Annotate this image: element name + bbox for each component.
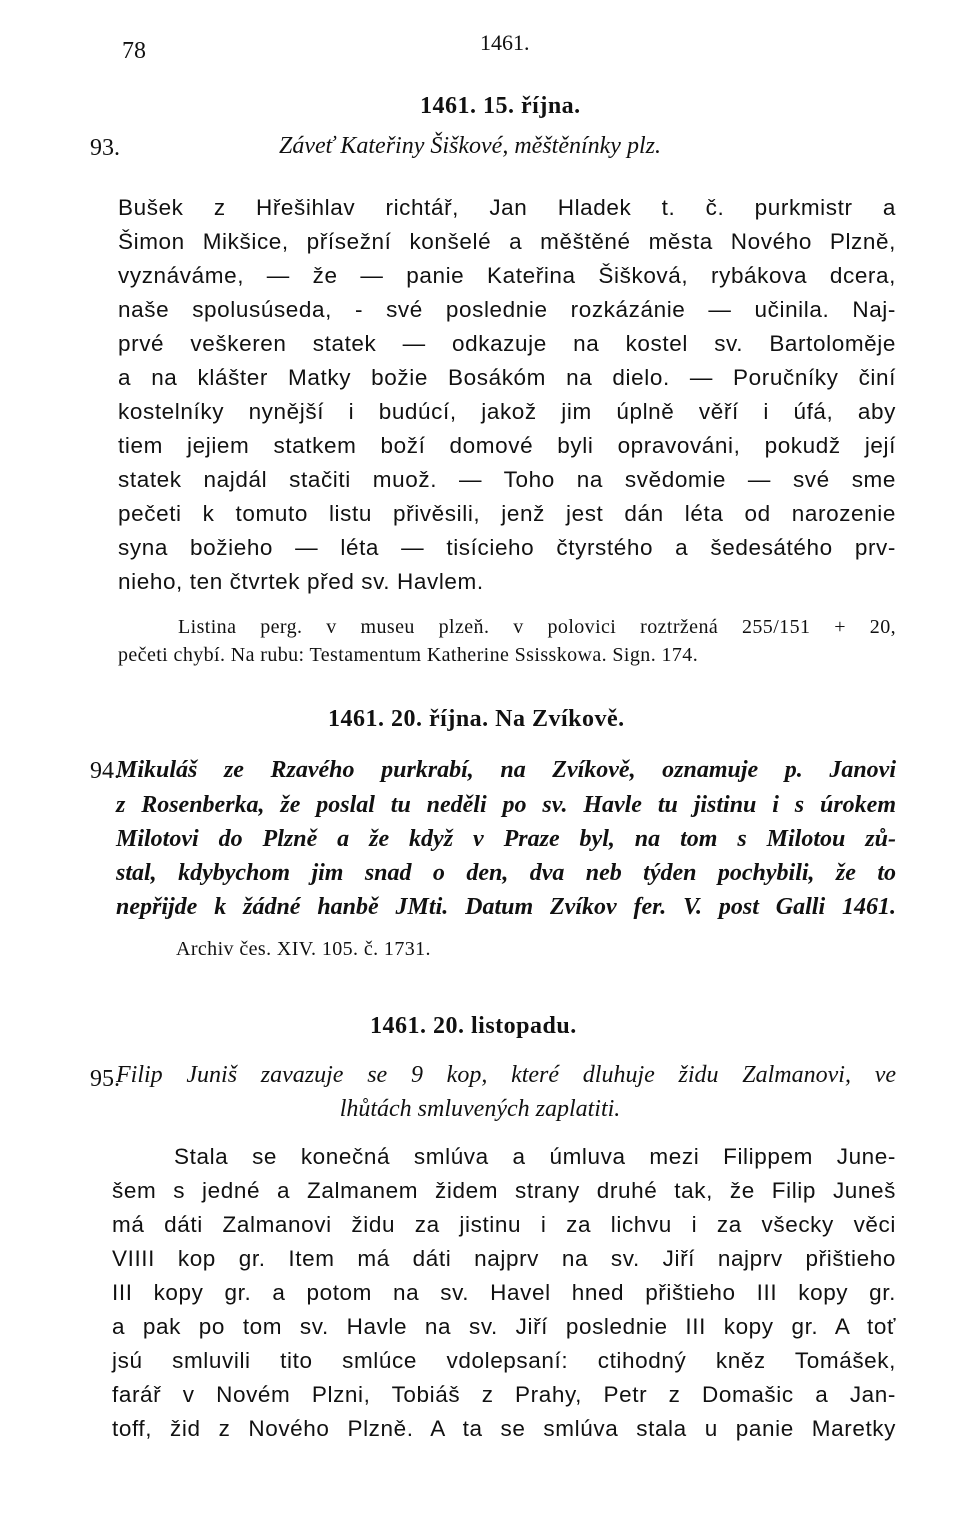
text-line: naše spolusúseda, - své poslednie rozkázánie — učinila. Naj- (118, 297, 896, 322)
running-head: 1461. (480, 30, 530, 55)
page-number: 78 (122, 38, 146, 64)
regest-line: z Rosenberka, že poslal tu neděli po sv. Havle tu jistinu i s úrokem (116, 792, 896, 818)
text-line: tiem jejiem statkem boží domové byli opravováni, pokudž její (118, 433, 896, 458)
regest-line: nepřijde k žádné hanbě JMti. Datum Zvíkov fer. V. post Galli 1461. (116, 894, 896, 920)
text-line: vyznáváme, — že — panie Kateřina Šišková, rybákova dcera, (118, 263, 896, 288)
text-line: pečeti k tomuto listu přivěsili, jenž jest dán léta od narozenie (118, 501, 896, 526)
text-line: a pak po tom sv. Havle na sv. Jiří poslednie III kopy gr. A toť (112, 1314, 896, 1339)
note-line: pečeti chybí. Na rubu: Testamentum Katherine Ssisskowa. Sign. 174. (118, 644, 699, 666)
text-line: prvé veškeren statek — odkazuje na kostel sv. Bartoloměje (118, 331, 896, 356)
entry-number: 94. (90, 758, 120, 784)
text-line: šem s jedné a Zalmanem židem strany druhé tak, že Filip Juneš (112, 1178, 896, 1203)
text-line: toff, žid z Nového Plzně. A ta se smlúva stala u panie Maretky (112, 1416, 896, 1441)
text-line: Bušek z Hřešihlav richtář, Jan Hladek t. č. purkmistr a (118, 195, 896, 220)
entry-date: 1461. 15. října. (420, 93, 581, 119)
entry-number: 93. (90, 135, 120, 161)
text-line: statek najdál stačiti muož. — Toho na svědomie — své sme (118, 467, 896, 492)
entry-date: 1461. 20. listopadu. (370, 1013, 577, 1039)
text-line: jsú smluvili tito smlúce vdolepsaní: ctihodný kněz Tomášek, (112, 1348, 896, 1373)
text-line: nieho, ten čtvrtek před sv. Havlem. (118, 569, 484, 594)
regest-line: Milotovi do Plzně a že když v Praze byl, na tom s Milotou zů- (116, 826, 896, 852)
text-line: Stala se konečná smlúva a úmluva mezi Filippem June- (174, 1144, 896, 1169)
regest-line: stal, kdybychom jim snad o den, dva neb týden pochybili, že to (116, 860, 896, 886)
entry-number: 95. (90, 1066, 120, 1092)
source-note: Archiv čes. XIV. 105. č. 1731. (176, 938, 431, 960)
title-line: Filip Juniš zavazuje se 9 kop, které dluhuje židu Zalmanovi, ve (116, 1062, 896, 1088)
entry-date: 1461. 20. října. Na Zvíkově. (328, 706, 625, 732)
text-line: kostelníky nynější i budúcí, jakož jim úplně věří i úfá, aby (118, 399, 896, 424)
text-line: VIIII kop gr. Item má dáti najprv na sv. Jiří najprv přištieho (112, 1246, 896, 1271)
entry-title: Záveť Kateřiny Šiškové, měštěnínky plz. (279, 133, 661, 159)
text-line: syna božieho — léta — tisícieho čtyrstého a šedesátého prv- (118, 535, 896, 560)
regest-line: Mikuláš ze Rzavého purkrabí, na Zvíkově, oznamuje p. Janovi (116, 757, 896, 783)
title-line: lhůtách smluvených zaplatiti. (339, 1096, 621, 1122)
text-line: III kopy gr. a potom na sv. Havel hned přištieho III kopy gr. (112, 1280, 896, 1305)
text-line: má dáti Zalmanovi židu za jistinu i za lichvu i za všecky věci (112, 1212, 896, 1237)
text-line: farář v Novém Plzni, Tobiáš z Prahy, Petr z Domašic a Jan- (112, 1382, 896, 1407)
text-line: a na klášter Matky božie Bosákóm na dielo. — Poručníky činí (118, 365, 896, 390)
note-line: Listina perg. v museu plzeň. v polovici roztržená 255/151 + 20, (178, 616, 896, 638)
text-line: Šimon Mikšice, přísežní konšelé a měštěné města Nového Plzně, (118, 229, 896, 254)
